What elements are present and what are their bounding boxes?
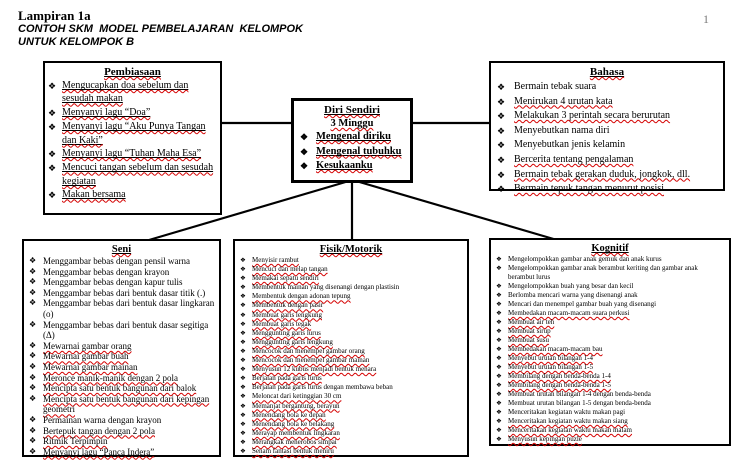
list-item [48, 161, 217, 188]
list-item [494, 318, 726, 327]
list-item [27, 341, 216, 352]
list-item [238, 392, 464, 401]
diamond-bullet-icon: ❖ [496, 373, 502, 380]
item-text: Menyisir rambut [252, 256, 299, 264]
item-text: Mengelompokkan gambar anak gemuk dan anak kurus [508, 255, 662, 263]
item-text: Menendang bola ke depan [252, 410, 326, 419]
diamond-bullet-icon: ❖ [240, 347, 246, 355]
diamond-bullet-icon: ❖ [497, 154, 506, 165]
diamond-bullet-icon: ❖ [29, 298, 37, 308]
diamond-bullet-icon: ❖ [300, 132, 309, 142]
list-item [494, 399, 726, 408]
box-bahasa [489, 61, 725, 195]
item-text: Mengelompokkan buah yang besar dan kecil [508, 282, 634, 290]
item-text: Memakai sepatu sendiri [252, 274, 319, 283]
diamond-bullet-icon: ❖ [497, 82, 506, 92]
diri-sendiri-list [297, 130, 407, 174]
diamond-bullet-icon: ❖ [496, 265, 502, 272]
diamond-bullet-icon: ❖ [29, 266, 37, 276]
item-text: Mengenal diriku [316, 131, 391, 142]
diamond-bullet-icon: ❖ [240, 302, 246, 310]
diamond-bullet-icon: ❖ [240, 420, 246, 428]
diamond-bullet-icon: ❖ [29, 319, 37, 329]
item-text: Menggambar bebas dengan kapur tulis [43, 277, 183, 288]
box-bahasa-title: Bahasa [589, 66, 625, 78]
list-item [238, 411, 464, 420]
item-text: Menyanyi lagu “Tuhan Maha Esa” [62, 148, 202, 160]
list-item [494, 124, 720, 139]
list-item [494, 109, 720, 124]
item-text: Mengenal tubuhku [316, 145, 402, 157]
item-text: Meloncat dari ketinggian 30 cm [252, 392, 342, 401]
list-item [238, 301, 464, 310]
item-text: Menyanyi lagu “Panca Indera” [43, 446, 155, 457]
item-text: Membentuk dengan pasir [252, 301, 324, 310]
document-title-line2: UNTUK KELOMPOK B [18, 36, 135, 48]
list-item [297, 130, 407, 145]
list-item [238, 383, 464, 392]
item-text: Menyanyi lagu “Aku Punya Tangan dan Kaki” [62, 121, 206, 146]
diamond-bullet-icon: ❖ [497, 140, 506, 151]
diamond-bullet-icon: ❖ [48, 163, 57, 174]
list-item [297, 145, 407, 160]
diamond-bullet-icon: ❖ [240, 402, 246, 410]
list-item [494, 309, 726, 318]
list-item [494, 363, 726, 372]
box-diri-sendiri-duration: 3 Minggu [330, 118, 374, 129]
item-text: Makan bersama [62, 189, 126, 201]
diamond-bullet-icon: ❖ [240, 438, 246, 446]
diamond-bullet-icon: ❖ [497, 169, 506, 180]
list-item [238, 274, 464, 283]
diamond-bullet-icon: ❖ [496, 427, 502, 434]
diamond-bullet-icon: ❖ [240, 329, 246, 337]
box-seni [22, 239, 221, 457]
item-text: Menceritakan kegiatan waktu makan malam [508, 426, 633, 434]
appendix-label: Lampiran 1a [18, 8, 91, 23]
diamond-bullet-icon: ❖ [240, 366, 246, 374]
item-text: Menyanyi lagu “Doa” [62, 106, 151, 118]
list-item [494, 372, 726, 381]
item-text: Menceritakan kegiatan waktu makan siang [508, 417, 628, 425]
list-item [494, 168, 720, 183]
list-item [27, 351, 216, 362]
item-text: Mewarnai gambar orang [43, 340, 132, 351]
list-item [494, 80, 720, 95]
item-text: Membilang dengan benda-benda 1-4 [508, 372, 611, 380]
list-item [494, 336, 726, 345]
list-item [238, 402, 464, 411]
item-text: Mewarnai gambar buah [43, 351, 129, 362]
item-text: Bertepuk tangan dengan 2 pola [43, 425, 155, 436]
item-text: Mencocok dan menempel gambar mainan [252, 356, 370, 365]
item-text: Mencocok dan menempel gambar orang [252, 346, 365, 355]
list-item [238, 356, 464, 365]
item-text: Senam fantasi bentuk meniru [252, 446, 334, 455]
list-item [238, 420, 464, 429]
list-item [494, 153, 720, 168]
diamond-bullet-icon: ❖ [496, 382, 502, 389]
fisik-motorik-list [238, 256, 464, 456]
diamond-bullet-icon: ❖ [497, 111, 506, 122]
list-item [238, 374, 464, 383]
list-item [27, 256, 216, 267]
list-item [27, 447, 216, 458]
list-item [494, 182, 720, 197]
diamond-bullet-icon: ❖ [240, 384, 246, 392]
item-text: Meronce manik-manik dengan 2 pola [43, 372, 178, 383]
diamond-bullet-icon: ❖ [496, 355, 502, 362]
item-text: Membuat sirup [508, 327, 551, 335]
list-item [238, 292, 464, 301]
diamond-bullet-icon: ❖ [496, 328, 502, 335]
diamond-bullet-icon: ❖ [496, 337, 502, 344]
diamond-bullet-icon: ❖ [29, 446, 37, 456]
item-text: Mencuci tangan sebelum dan sesudah kegiatan [62, 162, 214, 187]
diamond-bullet-icon: ❖ [29, 256, 37, 265]
list-item [27, 426, 216, 437]
list-item [494, 435, 726, 444]
list-item [48, 188, 217, 202]
kognitif-list [494, 255, 726, 444]
diamond-bullet-icon: ❖ [496, 409, 502, 416]
item-text: Menggambar bebas dari bentuk dasar lingkaran (o) [43, 298, 215, 319]
item-text: Menyusun kepingan puzle [508, 435, 582, 443]
diamond-bullet-icon: ❖ [29, 393, 37, 403]
list-item [48, 147, 217, 161]
item-text: Bercerita tentang pengalaman [514, 153, 634, 165]
list-item [238, 338, 464, 347]
list-item [27, 267, 216, 278]
list-item [494, 381, 726, 390]
item-text: Membilang dengan benda-benda 1-5 [508, 381, 611, 389]
item-text: Menggunting garis lengkung [252, 337, 333, 346]
item-text: Menyebutkan jenis kelamin [514, 139, 626, 151]
diamond-bullet-icon: ❖ [29, 340, 37, 350]
diamond-bullet-icon: ❖ [29, 425, 37, 435]
item-text: Menceritakan kegiatan waktu makan pagi [508, 408, 626, 416]
diamond-bullet-icon: ❖ [497, 96, 506, 107]
box-fisik-motorik [233, 239, 469, 457]
diamond-bullet-icon: ❖ [497, 184, 506, 195]
item-text: Permainan warna dengan krayon [43, 414, 162, 425]
list-item [494, 390, 726, 399]
diamond-bullet-icon: ❖ [496, 436, 502, 443]
diamond-bullet-icon: ❖ [496, 400, 502, 407]
diamond-bullet-icon: ❖ [496, 310, 502, 317]
item-text: Menirukan 4 urutan kata [514, 95, 613, 107]
document-title-line1: CONTOH SKM MODEL PEMBELAJARAN KELOMPOK [18, 23, 303, 35]
list-item [48, 79, 217, 106]
list-item [494, 408, 726, 417]
item-text: Membentuk dengan adonan tepung [252, 292, 351, 301]
list-item [27, 298, 216, 319]
diamond-bullet-icon: ❖ [240, 338, 246, 346]
diamond-bullet-icon: ❖ [240, 393, 246, 401]
diamond-bullet-icon: ❖ [240, 266, 246, 274]
item-text: Membuat susu [508, 336, 550, 344]
diamond-bullet-icon: ❖ [300, 161, 309, 171]
item-text: Berjalan pada garis lurus dengan membawa beban [252, 383, 393, 392]
item-text: Mencari dan menempel gambar buah yang disenangi [508, 300, 657, 308]
list-item [494, 426, 726, 435]
diamond-bullet-icon: ❖ [496, 283, 502, 290]
list-item [238, 438, 464, 447]
list-item [238, 311, 464, 320]
seni-list [27, 256, 216, 457]
diamond-bullet-icon: ❖ [29, 277, 37, 287]
diamond-bullet-icon: ❖ [497, 125, 506, 136]
item-text: Menyebut urutan bilangan 1-4 [508, 354, 593, 362]
item-text: Menggambar bebas dengan pensil warna [43, 256, 190, 266]
list-item [27, 394, 216, 415]
list-item [494, 300, 726, 309]
item-text: Bermain tepuk tangan menurut posisi [514, 183, 664, 195]
list-item [27, 288, 216, 299]
item-text: Bermain tebak gerakan duduk, jongkok, dll. [514, 168, 691, 180]
diamond-bullet-icon: ❖ [48, 190, 57, 201]
item-text: Merangkak menerobos simpai [252, 437, 337, 446]
item-text: Menggambar bebas dengan krayon [43, 266, 170, 277]
item-text: Menendang bola ke belakang [252, 419, 335, 428]
diamond-bullet-icon: ❖ [496, 346, 502, 353]
box-seni-title: Seni [111, 244, 132, 255]
list-item [238, 320, 464, 329]
diamond-bullet-icon: ❖ [240, 275, 246, 283]
item-text: Membuat air teh [508, 318, 555, 326]
box-kognitif-title: Kognitif [591, 243, 629, 254]
list-item [494, 354, 726, 363]
item-text: Menyebut urutan bilangan 1-5 [508, 363, 593, 371]
item-text: Menyebutkan nama diri [514, 124, 610, 136]
list-item [238, 347, 464, 356]
item-text: Menggambar bebas dari bentuk dasar segitiga (Δ) [43, 319, 209, 341]
item-text: Mencipta satu bentuk bangunan dari kepingan geometri [43, 393, 210, 415]
list-item [494, 345, 726, 354]
list-item [494, 417, 726, 426]
list-item [238, 283, 464, 292]
diamond-bullet-icon: ❖ [29, 414, 37, 424]
diamond-bullet-icon: ❖ [496, 256, 502, 263]
box-pembiasaan [43, 61, 222, 215]
diamond-bullet-icon: ❖ [496, 391, 502, 398]
list-item [238, 429, 464, 438]
list-item [297, 159, 407, 174]
diamond-bullet-icon: ❖ [240, 429, 246, 437]
list-item [494, 138, 720, 153]
item-text: Menggunting garis lurus [252, 328, 321, 337]
diamond-bullet-icon: ❖ [496, 292, 502, 299]
diamond-bullet-icon: ❖ [240, 284, 246, 292]
list-item [27, 373, 216, 384]
item-text: Ritmik Terpimpin [43, 436, 108, 447]
list-item [27, 277, 216, 288]
diamond-bullet-icon: ❖ [496, 418, 502, 425]
list-item [494, 291, 726, 300]
diamond-bullet-icon: ❖ [240, 311, 246, 319]
list-item [238, 329, 464, 338]
diamond-bullet-icon: ❖ [240, 411, 246, 419]
list-item [27, 415, 216, 426]
list-item [27, 362, 216, 373]
diamond-bullet-icon: ❖ [29, 436, 37, 446]
item-text: Merayap membentuk lingkaran [252, 428, 340, 437]
diamond-bullet-icon: ❖ [240, 257, 246, 264]
list-item [27, 320, 216, 341]
diamond-bullet-icon: ❖ [240, 320, 246, 328]
list-item [494, 255, 726, 264]
diamond-bullet-icon: ❖ [496, 319, 502, 326]
pembiasaan-list [48, 79, 217, 203]
diamond-bullet-icon: ❖ [300, 146, 309, 157]
diamond-bullet-icon: ❖ [29, 351, 37, 361]
list-item [494, 264, 726, 282]
list-item [238, 365, 464, 374]
box-kognitif [489, 238, 731, 446]
diamond-bullet-icon: ❖ [240, 293, 246, 301]
item-text: Membuat urutan bilangan 1-5 dengan benda-benda [508, 399, 651, 407]
list-item [238, 447, 464, 456]
item-text: Mencipta satu bentuk bangunan dari balok [43, 383, 197, 394]
diamond-bullet-icon: ❖ [48, 81, 57, 91]
list-item [48, 106, 217, 120]
box-diri-sendiri [291, 98, 413, 183]
item-text: Mengelompokkan gambar anak berambut keriting dan gambar anak berambut lurus [508, 264, 698, 281]
list-item [494, 282, 726, 291]
item-text: Melakukan 3 perintah secara berurutan [514, 110, 671, 122]
diamond-bullet-icon: ❖ [48, 122, 57, 133]
diamond-bullet-icon: ❖ [496, 364, 502, 371]
item-text: Mengucapkan doa sebelum dan sesudah makan [62, 80, 189, 105]
item-text: Bermain tebak suara [514, 81, 597, 92]
item-text: Menyusun 12 kubus menjadi bentuk menara [252, 365, 377, 374]
bahasa-list [494, 80, 720, 197]
item-text: Berjalan pada garis lurus [252, 374, 322, 383]
list-item [48, 120, 217, 147]
diamond-bullet-icon: ❖ [240, 357, 246, 365]
item-text: Mewarnai gambar mainan [43, 361, 138, 372]
diamond-bullet-icon: ❖ [29, 372, 37, 382]
item-text: Mencuci dan melap tangan [252, 265, 328, 274]
item-text: Membentuk mainan yang disenangi dengan plastisin [252, 283, 400, 292]
diamond-bullet-icon: ❖ [29, 383, 37, 393]
item-text: Membuat garis lengkung [252, 310, 322, 319]
box-fisik-motorik-title: Fisik/Motorik [319, 244, 383, 255]
item-text: Memanjat bergantung, berayun [252, 401, 340, 410]
page-number: 1 [703, 12, 709, 26]
item-text: Membedakan macam-macam bau [508, 345, 603, 353]
diamond-bullet-icon: ❖ [240, 447, 246, 455]
diamond-bullet-icon: ❖ [496, 301, 502, 308]
diamond-bullet-icon: ❖ [48, 107, 57, 118]
diamond-bullet-icon: ❖ [48, 149, 57, 160]
item-text: Membedakan macam-macam suara perkusi [508, 309, 630, 317]
item-text: Berlomba mencari warna yang disenangi anak [508, 291, 638, 299]
item-text: Membuat urutan bilangan 1-4 dengan benda-benda [508, 390, 651, 398]
list-item [238, 256, 464, 265]
box-diri-sendiri-title: Diri Sendiri [324, 104, 380, 116]
item-text: Menggambar bebas dari bentuk dasar titik (.) [43, 287, 206, 298]
box-pembiasaan-title: Pembiasaan [104, 66, 161, 78]
diamond-bullet-icon: ❖ [240, 375, 246, 383]
diamond-bullet-icon: ❖ [29, 287, 37, 297]
list-item [494, 95, 720, 110]
list-item [27, 383, 216, 394]
diamond-bullet-icon: ❖ [29, 361, 37, 371]
item-text: Kesukaanku [316, 160, 373, 171]
list-item [494, 327, 726, 336]
list-item [27, 436, 216, 447]
list-item [238, 265, 464, 274]
item-text: Membuat garis tegak [252, 319, 312, 328]
